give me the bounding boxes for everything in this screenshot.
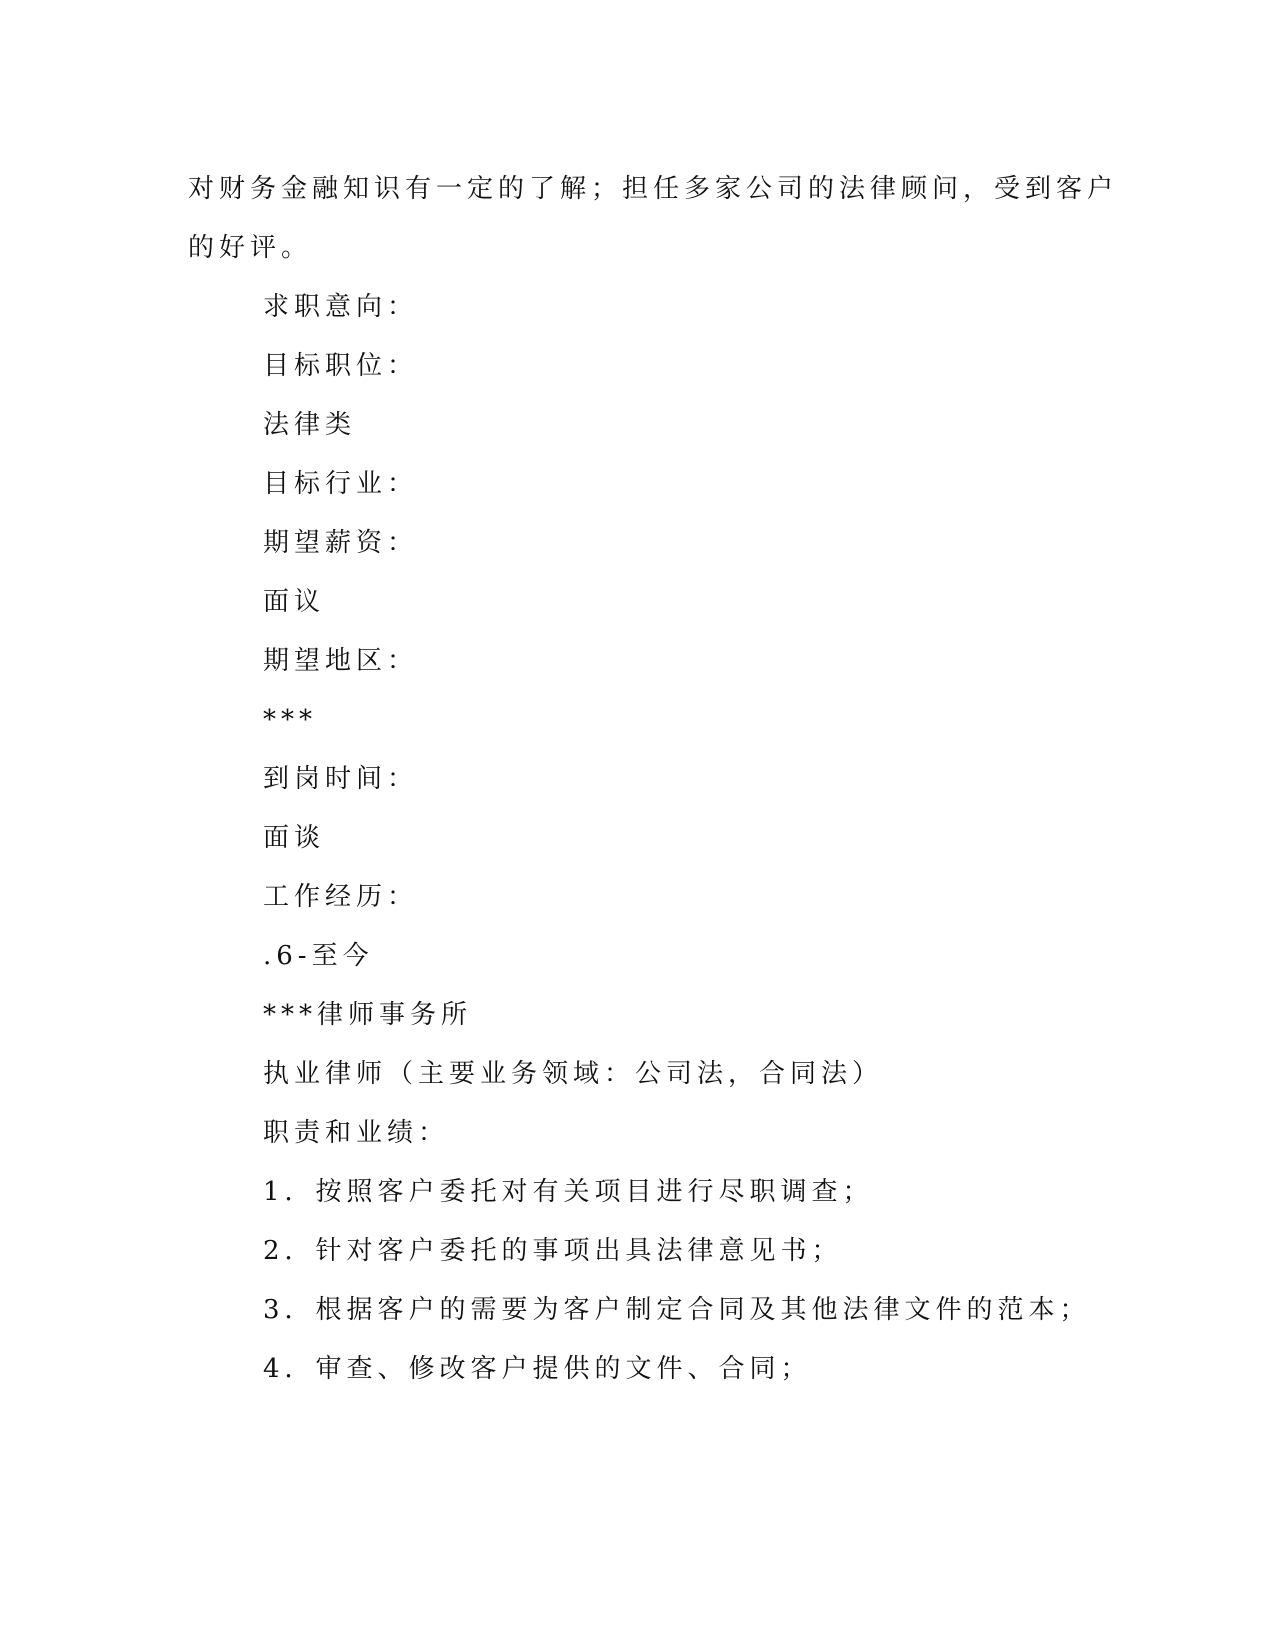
expected-salary-label: 期望薪资： (263, 528, 419, 558)
intro-line-1: 对财务金融知识有一定的了解；担任多家公司的法律顾问，受到客户 (188, 174, 1119, 204)
work-experience-label: 工作经历： (263, 882, 419, 912)
duty-item: 1．按照客户委托对有关项目进行尽职调查； (263, 1177, 874, 1207)
expected-region-label: 期望地区： (263, 646, 419, 676)
employer: ***律师事务所 (263, 1000, 473, 1030)
duty-item: 2．针对客户委托的事项出具法律意见书； (263, 1236, 843, 1266)
availability-label: 到岗时间： (263, 764, 419, 794)
availability-value: 面谈 (263, 823, 326, 853)
duties-label: 职责和业绩： (263, 1118, 450, 1148)
duty-item: 3．根据客户的需要为客户制定合同及其他法律文件的范本； (263, 1295, 1091, 1325)
target-position-value: 法律类 (263, 410, 357, 440)
job-intention-label: 求职意向： (263, 292, 419, 322)
expected-salary-value: 面议 (263, 587, 326, 617)
position: 执业律师（主要业务领域：公司法，合同法） (263, 1059, 884, 1089)
intro-line-2: 的好评。 (188, 233, 313, 263)
duty-item: 4．审查、修改客户提供的文件、合同； (263, 1354, 812, 1384)
work-period: .6-至今 (263, 941, 374, 971)
target-industry-label: 目标行业： (263, 469, 419, 499)
expected-region-value: *** (263, 705, 317, 735)
target-position-label: 目标职位： (263, 351, 419, 381)
